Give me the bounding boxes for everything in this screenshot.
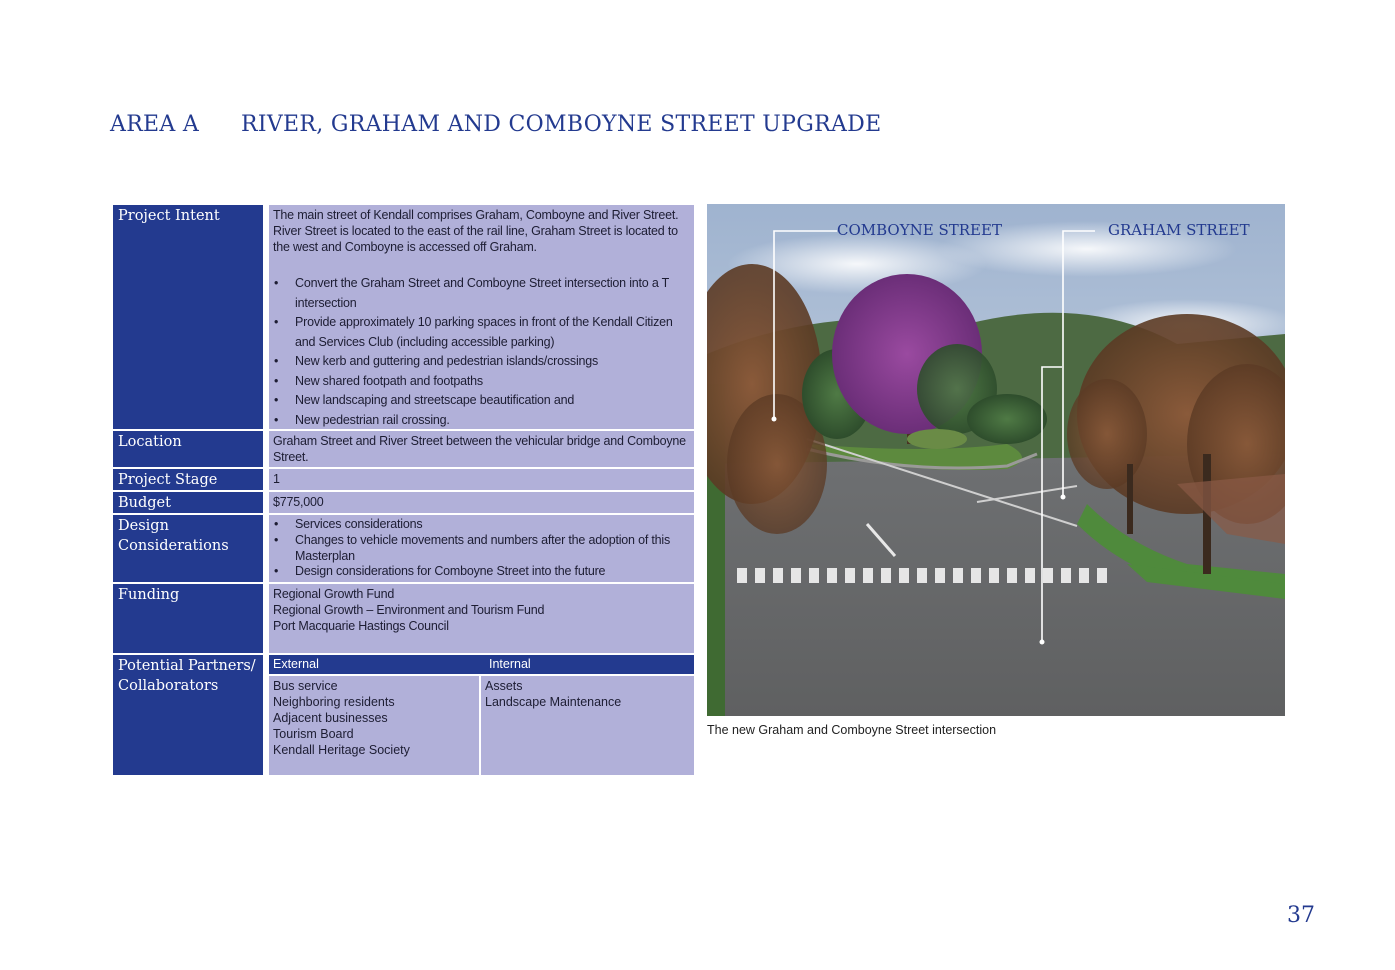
list-item: Assets [485,679,523,693]
page-heading [110,112,881,137]
partners-label: Potential Partners/ Collaborators [113,655,263,775]
project-stage-value: 1 [269,469,694,490]
intersection-rendering-image [707,204,1285,716]
page-number: 37 [1287,903,1315,928]
area-title: RIVER, GRAHAM AND COMBOYNE STREET UPGRADE [241,112,882,137]
row-project-intent [113,205,694,431]
project-intent-bullets [273,274,690,430]
row-location [113,431,694,469]
funding-line: Regional Growth – Environment and Tourism Fund [273,603,545,617]
list-item: Bus service [273,679,338,693]
design-label: Design Considerations [113,515,263,582]
list-item: • Services considerations [273,517,690,533]
list-item: • Changes to vehicle movements and numbers after the adoption of this Masterplan [273,533,690,565]
row-project-stage [113,469,694,492]
partners-columns [269,655,694,775]
list-item: • Provide approximately 10 parking spaces in front of the Kendall Citizen and Services Club (including accessible parking) [273,313,690,352]
list-item: Landscape Maintenance [485,695,622,709]
location-value: Graham Street and River Street between the vehicular bridge and Comboyne Street. [269,431,694,467]
design-value [269,515,694,582]
area-code: AREA A [110,112,200,137]
partners-header [269,655,694,674]
partners-body [269,674,694,775]
list-item: • Design considerations for Comboyne Street into the future [273,564,690,580]
project-intent-label: Project Intent [113,205,263,429]
design-bullets [273,517,690,580]
budget-label: Budget [113,492,263,513]
graham-street-label: GRAHAM STREET [1108,221,1250,239]
location-label: Location [113,431,263,467]
internal-cell [481,676,694,775]
image-caption: The new Graham and Comboyne Street intersection [707,723,997,737]
project-intent-paragraph: The main street of Kendall comprises Graham, Comboyne and River Street. River Street is located to the east of the rail line, Graham Street is located to the west and Comboyne is accessed off Graham. [273,208,679,254]
project-table [113,205,694,775]
project-stage-label: Project Stage [113,469,263,490]
row-design [113,515,694,584]
list-item: • New pedestrian rail crossing. [273,411,690,431]
external-cell [269,676,479,775]
list-item: Kendall Heritage Society [273,743,410,757]
list-item: Adjacent businesses [273,711,388,725]
row-budget [113,492,694,515]
list-item: Neighboring residents [273,695,395,709]
row-funding [113,584,694,655]
row-partners [113,655,694,775]
budget-value: $775,000 [269,492,694,513]
comboyne-street-label: COMBOYNE STREET [837,221,1002,239]
intersection-rendering [707,204,1285,716]
list-item: • New shared footpath and footpaths [273,372,690,392]
list-item: Tourism Board [273,727,354,741]
external-header: External [273,657,319,671]
funding-line: Regional Growth Fund [273,587,395,601]
list-item: • New landscaping and streetscape beautification and [273,391,690,411]
project-intent-value [269,205,694,429]
funding-line: Port Macquarie Hastings Council [273,619,449,633]
funding-label: Funding [113,584,263,653]
funding-value [269,584,694,653]
internal-header: Internal [481,655,694,674]
list-item: • New kerb and guttering and pedestrian islands/crossings [273,352,690,372]
list-item: • Convert the Graham Street and Comboyne Street intersection into a T intersection [273,274,690,313]
